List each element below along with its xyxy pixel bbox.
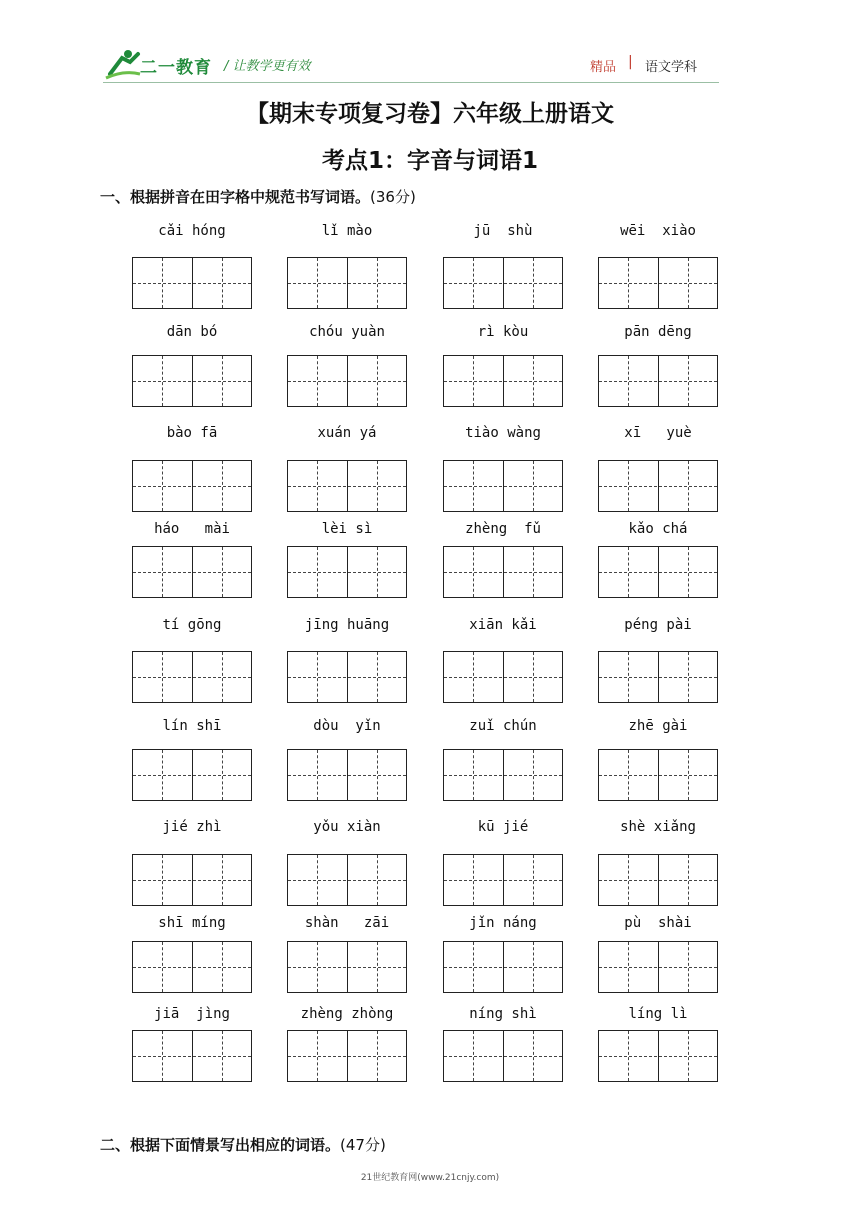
writing-grid[interactable] — [598, 460, 718, 512]
pinyin-label: tiào wàng — [465, 425, 541, 441]
section-2-label: 二、根据下面情景写出相应的词语。 — [100, 1136, 341, 1154]
writing-grid[interactable] — [598, 854, 718, 906]
pinyin-label: lǐ mào — [321, 223, 373, 239]
writing-grid[interactable] — [132, 355, 252, 407]
writing-grid[interactable] — [443, 546, 563, 598]
pinyin-label: pān dēng — [624, 324, 692, 340]
subject-label: 语文学科 — [645, 60, 698, 75]
pinyin-label: wēi xiào — [620, 223, 696, 239]
page-title: 【期末专项复习卷】六年级上册语文 — [246, 101, 614, 127]
writing-grid[interactable] — [598, 941, 718, 993]
writing-grid[interactable] — [287, 546, 407, 598]
writing-grid[interactable] — [132, 854, 252, 906]
pinyin-label: shī míng — [158, 915, 226, 931]
writing-grid[interactable] — [598, 1030, 718, 1082]
writing-grid[interactable] — [132, 651, 252, 703]
pinyin-label: jīng huāng — [304, 617, 390, 633]
writing-grid[interactable] — [443, 1030, 563, 1082]
pinyin-label: chóu yuàn — [309, 324, 385, 340]
writing-grid[interactable] — [598, 546, 718, 598]
pinyin-label: jǐn náng — [469, 915, 537, 931]
pinyin-label: shè xiǎng — [620, 819, 696, 835]
pinyin-label: jiā jìng — [154, 1006, 230, 1022]
pinyin-label: xiān kǎi — [469, 617, 537, 633]
pinyin-label: pù shài — [624, 915, 692, 931]
pinyin-label: kū jié — [477, 819, 529, 835]
writing-grid[interactable] — [598, 749, 718, 801]
pinyin-label: lín shī — [162, 718, 222, 734]
quality-badge: 精品 — [590, 60, 617, 75]
writing-grid[interactable] — [287, 854, 407, 906]
writing-grid[interactable] — [287, 651, 407, 703]
pinyin-label: cǎi hóng — [158, 223, 226, 239]
writing-grid[interactable] — [287, 1030, 407, 1082]
pinyin-label: xuán yá — [317, 425, 377, 441]
pinyin-label: péng pài — [624, 617, 692, 633]
page-header — [0, 0, 860, 90]
pinyin-label: shàn zāi — [304, 915, 390, 931]
pinyin-label: zhèng fǔ — [465, 521, 541, 537]
writing-grid[interactable] — [598, 355, 718, 407]
section-1-heading — [100, 186, 416, 207]
writing-grid[interactable] — [132, 257, 252, 309]
writing-grid[interactable] — [287, 941, 407, 993]
pinyin-label: níng shì — [469, 1006, 537, 1022]
pinyin-label: bào fā — [166, 425, 218, 441]
pinyin-label: yǒu xiàn — [313, 819, 381, 835]
writing-grid[interactable] — [132, 749, 252, 801]
writing-grid[interactable] — [287, 460, 407, 512]
writing-grid[interactable] — [132, 1030, 252, 1082]
writing-grid[interactable] — [287, 355, 407, 407]
page-subtitle: 考点1：字音与词语1 — [321, 148, 538, 174]
writing-grid[interactable] — [443, 941, 563, 993]
pinyin-label: dòu yǐn — [313, 718, 381, 734]
footer-source: 21世纪教育网(www.21cnjy.com) — [360, 1173, 500, 1183]
writing-grid[interactable] — [132, 460, 252, 512]
pinyin-label: jié zhì — [162, 819, 222, 835]
pinyin-label: tí gōng — [162, 617, 222, 633]
pinyin-label: háo mài — [154, 521, 230, 537]
writing-grid[interactable] — [132, 546, 252, 598]
header-divider — [103, 82, 719, 83]
pinyin-label: líng lì — [628, 1006, 688, 1022]
pinyin-label: lèi sì — [321, 521, 373, 537]
writing-grid[interactable] — [443, 460, 563, 512]
section-1-score: (36分) — [370, 188, 416, 206]
writing-grid[interactable] — [598, 257, 718, 309]
pinyin-label: dān bó — [166, 324, 218, 340]
writing-grid[interactable] — [132, 941, 252, 993]
section-2-score: (47分) — [340, 1136, 386, 1154]
pinyin-label: xī yuè — [624, 425, 692, 441]
logo-text: 二一教育 — [140, 58, 212, 78]
section-2-heading — [100, 1134, 386, 1155]
writing-grid[interactable] — [287, 257, 407, 309]
writing-grid[interactable] — [598, 651, 718, 703]
writing-grid[interactable] — [443, 651, 563, 703]
pinyin-label: kǎo chá — [628, 521, 688, 537]
header-separator: | — [628, 54, 633, 70]
writing-grid[interactable] — [443, 749, 563, 801]
writing-grid[interactable] — [443, 355, 563, 407]
writing-grid[interactable] — [443, 257, 563, 309]
pinyin-label: zhèng zhòng — [300, 1006, 394, 1022]
pinyin-label: jū shù — [473, 223, 533, 239]
slogan: / 让教学更有效 — [224, 59, 311, 74]
writing-grid[interactable] — [287, 749, 407, 801]
pinyin-label: zuǐ chún — [469, 718, 537, 734]
writing-grid[interactable] — [443, 854, 563, 906]
pinyin-label: rì kòu — [477, 324, 529, 340]
section-1-label: 一、根据拼音在田字格中规范书写词语。 — [100, 188, 371, 206]
pinyin-label: zhē gài — [628, 718, 688, 734]
